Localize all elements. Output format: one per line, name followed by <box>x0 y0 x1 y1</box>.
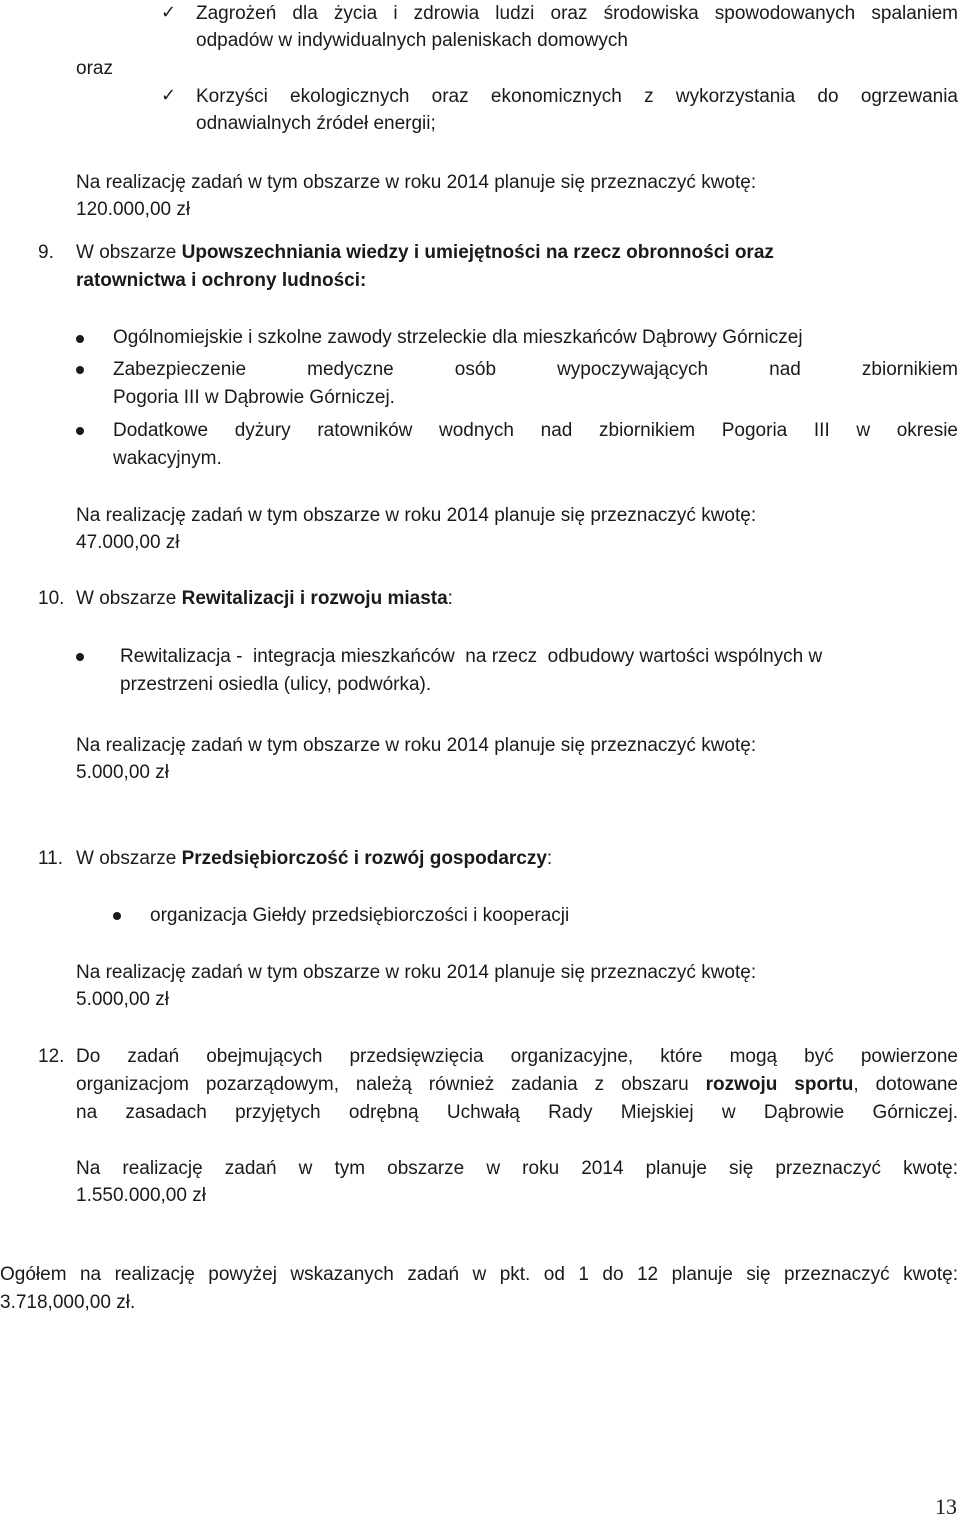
bullet-icon <box>76 427 84 435</box>
total-line: Ogółem na realizację powyżej wskazanych zadań w pkt. od 1 do 12 planuje się przeznaczyć kwotę: <box>0 1264 958 1285</box>
section-heading <box>76 848 552 870</box>
bullet-icon <box>76 366 84 374</box>
funding-line: Na realizację zadań w tym obszarze w roku 2014 planuje się przeznaczyć kwotę: <box>76 962 757 983</box>
section-number: 11. <box>38 848 64 869</box>
bullet-icon <box>76 653 84 661</box>
paragraph-bold: rozwoju sportu <box>705 1074 854 1095</box>
section-number: 10. <box>38 588 65 609</box>
section-title: Upowszechniania wiedzy i umiejętności na rzecz obronności oraz <box>181 242 774 263</box>
bullet-icon <box>113 912 121 920</box>
connector-word: oraz <box>76 58 113 79</box>
bullet-icon <box>76 335 84 343</box>
total-amount: 3.718,000,00 zł. <box>0 1292 136 1313</box>
bullet-item-line: wakacyjnym. <box>113 448 222 469</box>
bullet-item-line: Zabezpieczenie medyczne osób wypoczywających nad zbiornikiem <box>113 359 958 380</box>
section-title: Rewitalizacji i rozwoju miasta <box>181 588 448 609</box>
funding-amount: 5.000,00 zł <box>76 762 169 783</box>
check-item-line: Korzyści ekologicznych oraz ekonomicznych z wykorzystania do ogrzewania <box>196 86 958 107</box>
funding-line: Na realizację zadań w tym obszarze w roku 2014 planuje się przeznaczyć kwotę: <box>76 505 757 526</box>
paragraph-line: na zasadach przyjętych odrębną Uchwałą Rady Miejskiej w Dąbrowie Górniczej. <box>76 1102 958 1123</box>
paragraph-text: organizacjom pozarządowym, należą również zadania z obszaru <box>76 1074 706 1095</box>
section-prefix: W obszarze <box>76 242 182 263</box>
check-item-line: odpadów w indywidualnych paleniskach domowych <box>196 30 628 51</box>
funding-line: Na realizację zadań w tym obszarze w roku 2014 planuje się przeznaczyć kwotę: <box>76 735 757 756</box>
section-title: Przedsiębiorczość i rozwój gospodarczy <box>181 848 547 869</box>
check-item-line: Zagrożeń dla życia i zdrowia ludzi oraz środowiska spowodowanych spalaniem <box>196 3 958 24</box>
section-number: 12. <box>38 1046 65 1067</box>
section-heading <box>76 588 453 610</box>
section-prefix: W obszarze <box>76 848 182 869</box>
section-title-cont: ratownictwa i ochrony ludności: <box>76 270 367 291</box>
paragraph-line: Do zadań obejmujących przedsięwzięcia organizacyjne, które mogą być powierzone <box>76 1046 958 1067</box>
section-number: 9. <box>38 242 54 263</box>
bullet-item-line: Pogoria III w Dąbrowie Górniczej. <box>113 387 395 408</box>
bullet-item-line: Dodatkowe dyżury ratowników wodnych nad zbiornikiem Pogoria III w okresie <box>113 420 958 441</box>
check-item-line: odnawialnych źródeł energii; <box>196 113 436 134</box>
funding-line: Na realizację zadań w tym obszarze w roku 2014 planuje się przeznaczyć kwotę: <box>76 172 757 193</box>
check-icon: ✓ <box>161 85 177 106</box>
bullet-item-line: Ogólnomiejskie i szkolne zawody strzeleckie dla mieszkańców Dąbrowy Górniczej <box>113 327 803 348</box>
bullet-item-line: przestrzeni osiedla (ulicy, podwórka). <box>120 674 432 695</box>
section-suffix: : <box>447 588 453 609</box>
funding-amount: 120.000,00 zł <box>76 199 191 220</box>
section-suffix: : <box>546 848 553 869</box>
funding-amount: 5.000,00 zł <box>76 989 169 1010</box>
funding-line: Na realizację zadań w tym obszarze w roku 2014 planuje się przeznaczyć kwotę: <box>76 1158 958 1179</box>
check-icon: ✓ <box>161 2 177 23</box>
page-number: 13 <box>935 1494 957 1519</box>
paragraph-line <box>76 1074 958 1096</box>
funding-amount: 47.000,00 zł <box>76 532 180 553</box>
bullet-item-line: Rewitalizacja - integracja mieszkańców na rzecz odbudowy wartości wspólnych w <box>120 646 823 667</box>
bullet-item-line: organizacja Giełdy przedsiębiorczości i kooperacji <box>150 905 570 926</box>
funding-amount: 1.550.000,00 zł <box>76 1185 206 1206</box>
paragraph-text: , dotowane <box>853 1074 958 1095</box>
section-heading <box>76 242 774 264</box>
section-prefix: W obszarze <box>76 588 182 609</box>
